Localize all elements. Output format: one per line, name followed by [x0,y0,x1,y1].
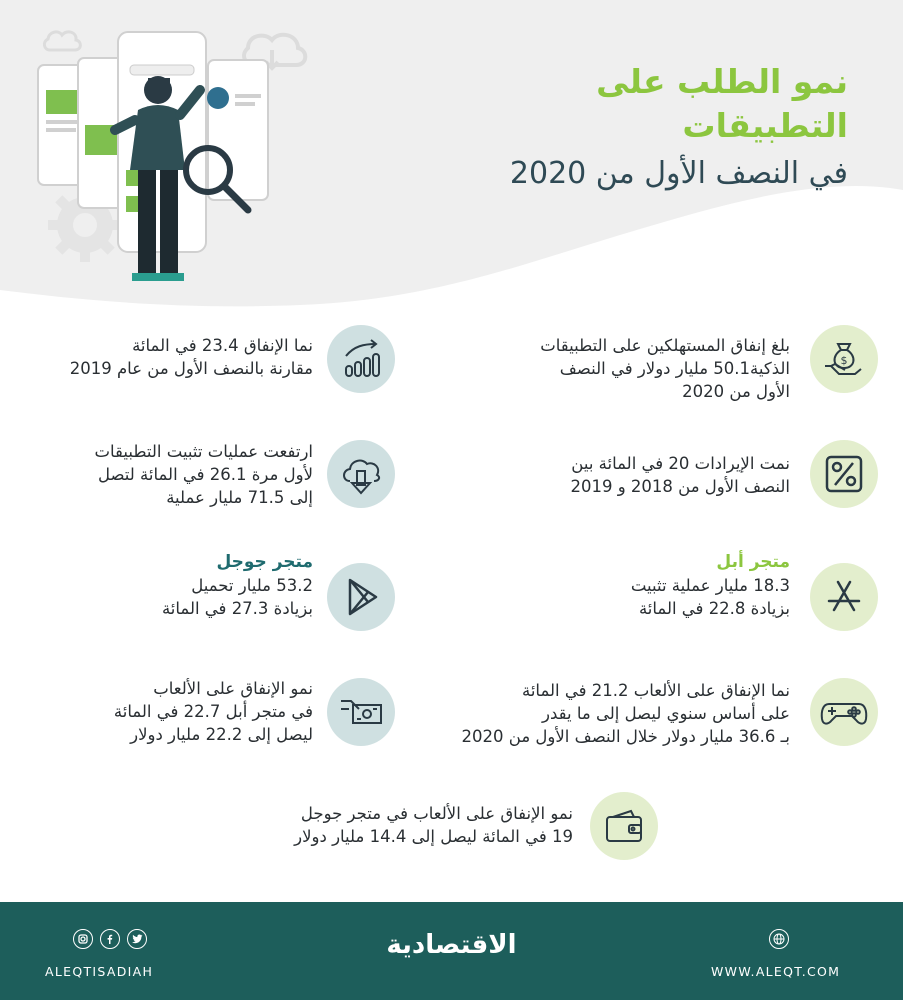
item-line: 18.3 مليار عملية تثبيت [630,576,790,595]
item-line: بزيادة 27.3 في المائة [161,599,313,618]
gamepad-icon [810,678,878,746]
item-line: نمو الإنفاق على الألعاب في متجر جوجل [300,804,573,823]
item-line: بزيادة 22.8 في المائة [638,599,790,618]
item-line: النصف الأول من 2018 و 2019 [570,477,790,496]
item-line: ليصل إلى 22.2 مليار دولار [130,725,313,744]
item-line: لأول مرة 26.1 في المائة لتصل [97,465,313,484]
person-browsing-apps-illustration [30,20,330,300]
item-line: في متجر أبل 22.7 في المائة [113,702,313,721]
cash-hand-icon [327,678,395,746]
item-line: نمت الإيرادات 20 في المائة بين [571,454,790,473]
apple-store-heading: متجر أبل [716,552,790,572]
title-block [428,60,848,196]
item-line: نما الإنفاق 23.4 في المائة [132,336,313,355]
item-line: الذكية50.1 مليار دولار في النصف [559,359,790,378]
item-line: إلى 71.5 مليار عملية [166,488,313,507]
app-store-icon [810,563,878,631]
play-store-icon [327,563,395,631]
hero-section [0,0,903,320]
item-line: 19 في المائة ليصل إلى 14.4 مليار دولار [294,827,573,846]
item-line: مقارنة بالنصف الأول من عام 2019 [69,359,313,378]
item-line: بلغ إنفاق المستهلكين على التطبيقات [540,336,790,355]
money-bag-hand-icon [810,325,878,393]
brand-logo: الاقتصادية [386,930,517,960]
item-line: ارتفعت عمليات تثبيت التطبيقات [94,442,313,461]
google-store-heading: متجر جوجل [216,552,313,572]
page-title: نمو الطلب على التطبيقات [596,62,848,145]
globe-icon[interactable] [769,929,789,949]
item-line: على أساس سنوي ليصل إلى ما يقدر [542,704,790,723]
social-handle[interactable]: ALEQTISADIAH [45,964,154,979]
website-link[interactable]: WWW.ALEQT.COM [711,964,841,979]
page-subtitle: في النصف الأول من 2020 [509,156,848,191]
item-line: الأول من 2020 [682,382,790,401]
footer [0,902,903,1000]
growth-bars-icon [327,325,395,393]
item-line: بـ 36.6 مليار دولار خلال النصف الأول من 2020 [461,727,790,746]
item-line: نمو الإنفاق على الألعاب [153,679,313,698]
cloud-download-icon [327,440,395,508]
item-line: نما الإنفاق على الألعاب 21.2 في المائة [521,681,790,700]
wallet-icon [590,792,658,860]
item-line: 53.2 مليار تحميل [191,576,313,595]
svg-text:$: $ [840,354,848,367]
percent-icon [810,440,878,508]
